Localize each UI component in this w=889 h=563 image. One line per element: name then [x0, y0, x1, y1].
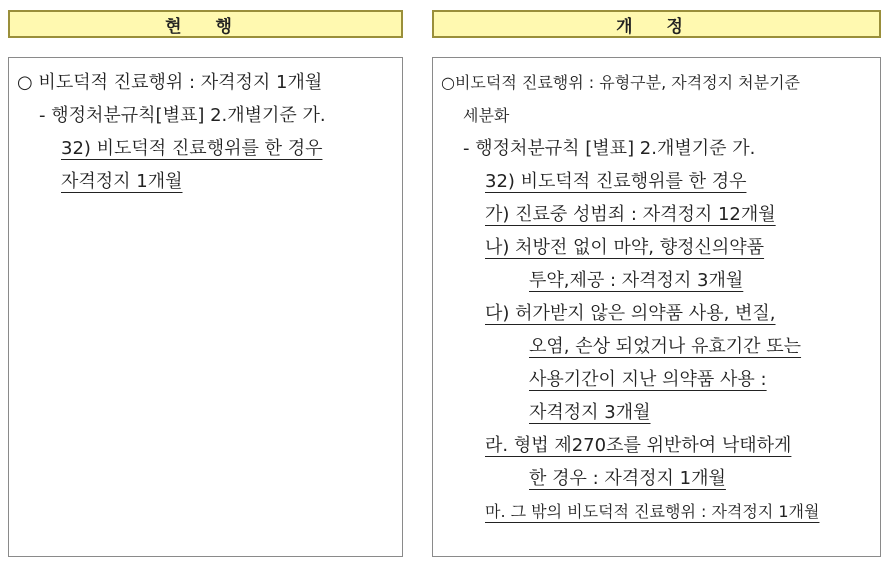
revised-line: 오염, 손상 되었거나 유효기간 또는: [529, 336, 802, 357]
revised-line: 자격정지 3개월: [529, 402, 651, 423]
revised-line: - 행정처분규칙 [별표] 2.개별기준 가.: [463, 138, 756, 159]
revised-content-box: [432, 57, 881, 557]
revised-line: 라. 형법 제270조를 위반하여 낙태하게: [485, 435, 792, 456]
current-header: [8, 10, 403, 38]
revised-line: 세분화: [463, 106, 510, 125]
revised-line: 가) 진료중 성범죄 : 자격정지 12개월: [485, 204, 776, 225]
revised-line: 32) 비도덕적 진료행위를 한 경우: [485, 171, 747, 192]
current-line: ○ 비도덕적 진료행위 : 자격정지 1개월: [17, 72, 323, 93]
revised-header: [432, 10, 881, 38]
current-header-label: 현 행: [165, 16, 246, 37]
revised-header-label: 개 정: [616, 16, 697, 37]
revised-line: 마. 그 밖의 비도덕적 진료행위 : 자격정지 1개월: [485, 502, 820, 521]
revised-line: 다) 허가받지 않은 의약품 사용, 변질,: [485, 303, 776, 324]
current-line: - 행정처분규칙[별표] 2.개별기준 가.: [39, 105, 326, 126]
revised-line: ○비도덕적 진료행위 : 유형구분, 자격정지 처분기준: [441, 73, 800, 92]
revised-line: 사용기간이 지난 의약품 사용 :: [529, 369, 767, 390]
current-content-box: [8, 57, 403, 557]
revised-line: 투약,제공 : 자격정지 3개월: [529, 270, 744, 291]
current-line: 자격정지 1개월: [61, 171, 183, 192]
revised-line: 한 경우 : 자격정지 1개월: [529, 468, 726, 489]
revised-line: 나) 처방전 없이 마약, 향정신의약품: [485, 237, 765, 258]
current-line: 32) 비도덕적 진료행위를 한 경우: [61, 138, 323, 159]
